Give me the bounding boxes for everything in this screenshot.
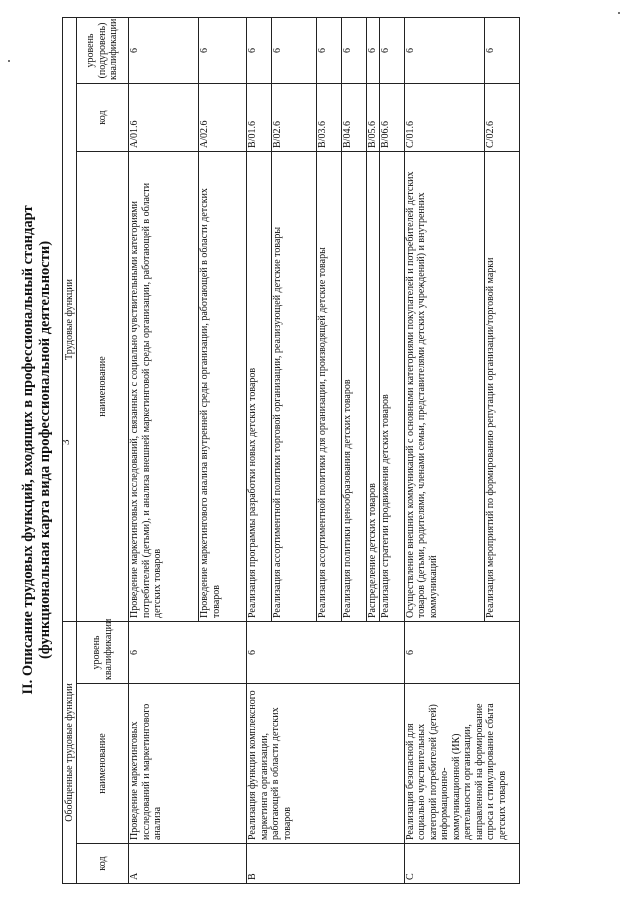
section-title xyxy=(20,10,54,890)
function-name: Осуществление внешних коммуникаций с основными категориями покупателей и потребителей детских товаров (детьми, родителями, членами семьи, представителями детских учреждений) и внутренних коммуникаций xyxy=(404,152,484,622)
function-code: C/01.6 xyxy=(404,84,484,152)
table-row xyxy=(129,18,199,884)
group-code: A xyxy=(129,844,247,884)
functional-map-table xyxy=(62,17,520,884)
group-level: 6 xyxy=(404,622,519,684)
sublevel-header: уровень (подуровень) квалификации xyxy=(77,18,129,84)
function-level: 6 xyxy=(199,18,247,84)
generalized-functions-header: Обобщенные трудовые функции xyxy=(63,622,77,884)
page-number: 3 xyxy=(60,439,72,445)
function-code: A/02.6 xyxy=(199,84,247,152)
group-code: C xyxy=(404,844,519,884)
function-level: 6 xyxy=(129,18,199,84)
code-header: код xyxy=(77,844,129,884)
function-name: Реализация стратегии продвижения детских товаров xyxy=(379,152,404,622)
title-line-1: II. Описание трудовых функций, входящих в профессиональный стандарт xyxy=(20,205,36,695)
function-code: A/01.6 xyxy=(129,84,199,152)
function-level: 6 xyxy=(379,18,404,84)
rotated-page-content xyxy=(20,10,640,890)
title-line-2: (функциональная карта вида профессиональной деятельности) xyxy=(37,240,53,660)
function-level: 6 xyxy=(367,18,380,84)
group-level: 6 xyxy=(247,622,405,684)
function-name: Реализация программы разработки новых детских товаров xyxy=(247,152,272,622)
function-level: 6 xyxy=(342,18,367,84)
group-name: Реализация безопасной для социально чувствительных категорий потребителей (детей) информационно-коммуникационной (ИК) деятельности организации, направленной на формирование спроса и стимулирование сбыта детских товаров xyxy=(404,684,519,844)
function-name: Реализация ассортиментной политики для организации, производящей детские товары xyxy=(317,152,342,622)
group-name: Проведение маркетинговых исследований и маркетингового анализа xyxy=(129,684,247,844)
function-code: B/02.6 xyxy=(272,84,317,152)
function-level: 6 xyxy=(272,18,317,84)
function-name: Реализация политики ценообразования детских товаров xyxy=(342,152,367,622)
level-header: уровень квалификации xyxy=(77,622,129,684)
function-name: Реализация ассортиментной политики торговой организации, реализующей детские товары xyxy=(272,152,317,622)
function-level: 6 xyxy=(484,18,519,84)
function-code: B/04.6 xyxy=(342,84,367,152)
function-code-header: код xyxy=(77,84,129,152)
labor-functions-header: Трудовые функции xyxy=(63,18,77,622)
function-level: 6 xyxy=(404,18,484,84)
function-name: Распределение детских товаров xyxy=(367,152,380,622)
function-name: Проведение маркетингового анализа внутренней среды организации, работающей в области детских товаров xyxy=(199,152,247,622)
function-level: 6 xyxy=(247,18,272,84)
function-code: B/05.6 xyxy=(367,84,380,152)
name-header: наименование xyxy=(77,684,129,844)
function-level: 6 xyxy=(317,18,342,84)
group-name: Реализация функции комплексного маркетинга организации, работающей в области детских товаров xyxy=(247,684,405,844)
group-code: B xyxy=(247,844,405,884)
function-name: Проведение маркетинговых исследований, связанных с социально чувствительными категориями потребителей (детьми), и анализа внешней маркетинговой среды организации, работающей в области детских товаров xyxy=(129,152,199,622)
function-code: B/03.6 xyxy=(317,84,342,152)
table-row xyxy=(404,18,484,884)
function-name-header: наименование xyxy=(77,152,129,622)
function-code: B/01.6 xyxy=(247,84,272,152)
function-code: C/02.6 xyxy=(484,84,519,152)
function-name: Реализация мероприятий по формированию репутации организации/торговой марки xyxy=(484,152,519,622)
table-row xyxy=(247,18,272,884)
function-code: B/06.6 xyxy=(379,84,404,152)
group-level: 6 xyxy=(129,622,247,684)
